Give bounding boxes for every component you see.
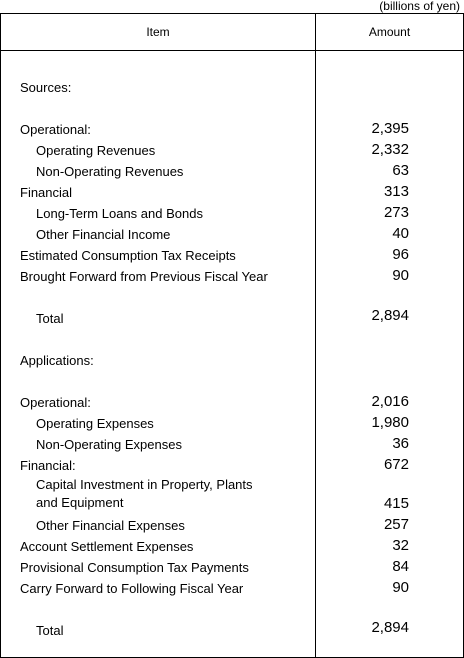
row-label: Total [36, 623, 64, 638]
row-amount: 36 [392, 435, 409, 452]
table-row [1, 139, 463, 160]
table-row [1, 244, 463, 265]
row-label: Provisional Consumption Tax Payments [20, 560, 249, 575]
row-amount: 96 [392, 246, 409, 263]
table-row [1, 535, 463, 556]
row-amount: 90 [392, 267, 409, 284]
row-label-line-2: and Equipment [36, 495, 124, 510]
table-row [1, 181, 463, 202]
total-row-sources [1, 307, 463, 328]
row-label: Operational: [20, 122, 91, 137]
table-row [1, 160, 463, 181]
table-row [1, 223, 463, 244]
row-amount: 2,395 [371, 120, 409, 137]
table-row [1, 577, 463, 598]
row-label: Sources: [20, 80, 72, 95]
header-item: Item [146, 25, 170, 39]
row-label [36, 476, 253, 512]
unit-note: (billions of yen) [379, 0, 460, 13]
row-amount: 415 [383, 495, 409, 512]
row-amount: 2,894 [371, 307, 409, 324]
row-label: Account Settlement Expenses [20, 539, 194, 554]
row-amount: 90 [392, 579, 409, 596]
row-amount: 40 [392, 225, 409, 242]
table-row [1, 265, 463, 286]
table-row [1, 454, 463, 475]
row-label: Total [36, 311, 64, 326]
row-amount: 2,332 [371, 141, 409, 158]
row-label: Operating Revenues [36, 143, 156, 158]
row-label: Other Financial Income [36, 227, 171, 242]
row-amount: 32 [392, 537, 409, 554]
row-label: Financial: [20, 458, 76, 473]
row-label: Other Financial Expenses [36, 518, 185, 533]
table-row [1, 514, 463, 535]
row-amount: 2,016 [371, 393, 409, 410]
row-amount: 2,894 [371, 619, 409, 636]
total-row-applications [1, 619, 463, 640]
table-row [1, 476, 463, 512]
header-amount: Amount [368, 25, 411, 39]
row-label: Estimated Consumption Tax Receipts [20, 248, 236, 263]
section-heading-sources [1, 76, 463, 97]
table-row [1, 412, 463, 433]
row-label: Applications: [20, 353, 94, 368]
row-label: Non-Operating Revenues [36, 164, 184, 179]
table-row [1, 433, 463, 454]
row-label: Non-Operating Expenses [36, 437, 182, 452]
table-row [1, 556, 463, 577]
row-label: Carry Forward to Following Fiscal Year [20, 581, 244, 596]
row-amount: 257 [383, 516, 409, 533]
table-row [1, 202, 463, 223]
row-label: Operational: [20, 395, 91, 410]
row-amount: 313 [383, 183, 409, 200]
row-amount: 1,980 [371, 414, 409, 431]
row-amount: 672 [383, 456, 409, 473]
row-label: Financial [20, 185, 73, 200]
row-label: Brought Forward from Previous Fiscal Year [20, 269, 268, 284]
row-amount: 63 [392, 162, 409, 179]
table-row [1, 391, 463, 412]
row-label-line-1: Capital Investment in Property, Plants [36, 477, 253, 492]
row-amount: 273 [383, 204, 409, 221]
row-label: Operating Expenses [36, 416, 154, 431]
row-amount: 84 [392, 558, 409, 575]
table-header [1, 14, 463, 51]
sources-applications-table [0, 13, 464, 658]
row-label: Long-Term Loans and Bonds [36, 206, 203, 221]
section-heading-applications [1, 349, 463, 370]
table-row [1, 118, 463, 139]
